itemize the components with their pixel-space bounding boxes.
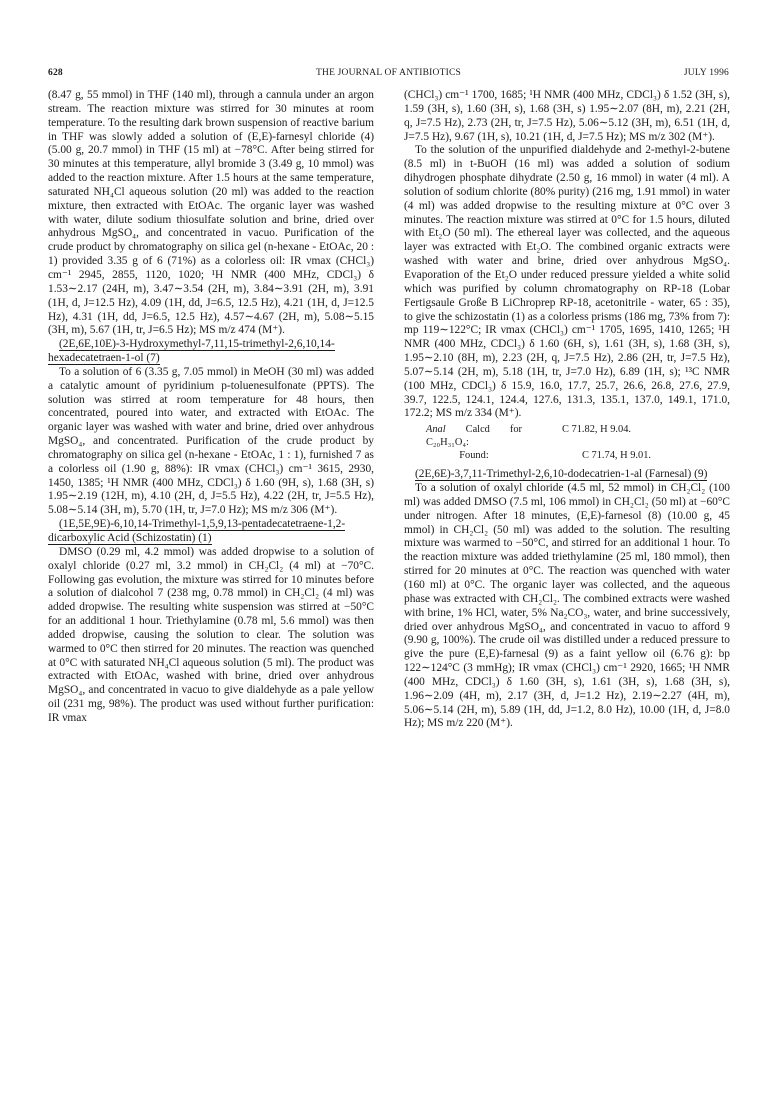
paragraph-farnesal: To a solution of oxalyl chloride (4.5 ml, 52 mmol) in CH₂Cl₂ (100 ml) was added DMSO (7.5 ml, 106 mmol) in CH₂Cl₂ (50 ml) at −60°C under nitrogen. After 18 minutes, (E,E)-farnesol (8) (10.00 g, 45 mmol) in CH₂Cl₂ (50 ml) was added to the solution. The resulting mixture was warmed to −50°C, and stirred for an additional 1 hour. To the reaction mixture was added triethylamine (25 ml, 180 mmol), then stirred for 20 minutes at 0°C. The reaction was quenched with water (160 ml) at 0°C. The organic layer was collected, and the aqueous phase was extracted with CH₂Cl₂. The combined extracts were washed with brine, 1% HCl, water, 5% Na₂CO₃, water, and brine successively, dried over anhydrous MgSO₄, and concentrated in vacuo to afford 9 (9.90 g, 100%). The crude oil was distilled under a reduced pressure to give the pure (E,E)-farnesal (9) as a faint yellow oil (6.76 g): bp 122∼124°C (3 mmHg); IR νmax (CHCl₃) cm⁻¹ 2920, 1665; ¹H NMR (400 MHz, CDCl₃) δ 1.60 (3H, s), 1.61 (3H, s), 1.68 (3H, s), 1.96∼2.09 (4H, m), 2.17 (3H, d, J=1.2 Hz), 2.19∼2.27 (4H, m), 5.06∼5.14 (2H, m), 5.89 (1H, dd, J=1.2, 8.0 Hz), 10.00 (1H, d, J=8.0 Hz); MS m/z 220 (M⁺).	[404, 482, 730, 730]
section-heading-text: (2E,6E,10E)-3-Hydroxymethyl-7,11,15-trimethyl-2,6,10,14-hexadecatetraen-1-ol (7)	[48, 338, 335, 365]
section-heading-farnesal	[404, 468, 730, 482]
analysis-calcd-values: C 71.82, H 9.04.	[562, 424, 631, 436]
paragraph-compound-7: To a solution of 6 (3.35 g, 7.05 mmol) in MeOH (30 ml) was added a catalytic amount of pyridinium p-toluenesulfonate (PPTS). The solution was stirred at room temperature for 48 hours, then concentrated, poured into water, and extracted with EtOAc. The organic layer was washed with water and brine, dried over anhydrous MgSO₄, and concentrated. Purification of the crude product by chromatography on silica gel (n-hexane - EtOAc, 1 : 1), furnished 7 as a colorless oil (1.90 g, 88%): IR νmax (CHCl₃) cm⁻¹ 3615, 2930, 1450, 1385; ¹H NMR (400 MHz, CDCl₃) δ 1.60 (9H, s), 1.68 (3H, s) 1.95∼2.19 (12H, m), 4.10 (2H, d, J=5.5 Hz), 4.22 (2H, tr, J=5.5 Hz), 5.08∼5.14 (3H, m), 5.70 (1H, tr, J=7.0 Hz); MS m/z 306 (M⁺).	[48, 365, 374, 517]
section-heading-text: (2E,6E)-3,7,11-Trimethyl-2,6,10-dodecatrien-1-al (Farnesal) (9)	[415, 468, 708, 481]
section-heading-compound-7	[48, 338, 374, 366]
section-heading-schizostatin	[48, 518, 374, 546]
page-number: 628	[48, 68, 63, 78]
analysis-found-values: C 71.74, H 9.01.	[582, 450, 651, 462]
analysis-found-row	[404, 449, 730, 462]
paragraph-dialdehyde-data: (CHCl₃) cm⁻¹ 1700, 1685; ¹H NMR (400 MHz, CDCl₃) δ 1.52 (3H, s), 1.59 (3H, s), 1.60 (3H, s), 1.68 (3H, s) 1.95∼2.07 (8H, m), 2.21 (2H, q, J=7.5 Hz), 2.73 (2H, tr, J=7.5 Hz), 5.06∼5.12 (3H, m), 6.51 (1H, d, J=7.5 Hz), 9.67 (1H, s), 10.21 (1H, d, J=7.5 Hz); MS m/z 302 (M⁺).	[404, 89, 730, 143]
left-column	[48, 89, 374, 726]
paragraph-barium-coupling: (8.47 g, 55 mmol) in THF (140 ml), through a cannula under an argon stream. The reaction mixture was stirred for 30 minutes at room temperature. To the resulting dark brown suspension of reactive barium in THF was slowly added a solution of (E,E)-farnesyl chloride (4) (5.00 g, 20.7 mmol) in THF (15 ml) at −78°C. After being stirred for 30 minutes at this temperature, allyl bromide 3 (3.49 g, 10 mmol) was added to the reaction mixture. After 1.5 hours at the same temperature, saturated NH₄Cl aqueous solution (20 ml) was added to the reaction mixture, then extracted with EtOAc. The organic layer was washed with water, dilute sodium thiosulfate solution and brine, dried over anhydrous MgSO₄, and concentrated in vacuo. Purification of the crude product by chromatography on silica gel (n-hexane - EtOAc, 20 : 1) provided 3.35 g of 6 (71%) as a colorless oil: IR νmax (CHCl₃) cm⁻¹ 2945, 2855, 1120, 1020; ¹H NMR (400 MHz, CDCl₃) δ 1.53∼2.17 (24H, m), 3.47∼3.54 (2H, m), 3.84∼3.91 (2H, m), 3.91 (1H, d, J=12.5 Hz), 4.09 (1H, dd, J=6.5, 12.5 Hz), 4.21 (1H, d, J=12.5 Hz), 4.31 (1H, dd, J=6.5, 12.5 Hz), 4.57∼4.67 (2H, m), 5.08∼5.15 (3H, m), 5.67 (1H, tr, J=6.5 Hz); MS m/z 474 (M⁺).	[48, 89, 374, 337]
analysis-found-label: Found:	[459, 450, 489, 462]
analysis-calcd-row	[404, 423, 730, 449]
paragraph-oxidation: To the solution of the unpurified dialdehyde and 2-methyl-2-butene (8.5 ml) in t-BuOH (16 ml) was added a solution of sodium dihydrogen phosphate dihydrate (2.50 g, 16 mmol) in water (4 ml). A solution of sodium chlorite (80% purity) (216 mg, 1.91 mmol) in water (4 ml) was added dropwise to the resulting mixture at 0°C over 3 minutes. The reaction mixture was stirred at 0°C for 1.5 hours, diluted with Et₂O (50 ml). The ethereal layer was collected, and the aqueous layer was extracted with Et₂O. The combined organic extracts were washed with water and brine, dried over anhydrous MgSO₄. Evaporation of the Et₂O under reduced pressure yielded a white solid which was purified by column chromatography on RP-18 (Lobar Fertigsaule Große B LiChroprep RP-18, acetonitrile - water, 65 : 35), to give the schizostatin (1) as a colorless prisms (186 mg, 73% from 7): mp 119∼122°C; IR νmax (CHCl₃) cm⁻¹ 1705, 1695, 1410, 1265; ¹H NMR (400 MHz, CDCl₃) δ 1.60 (6H, s), 1.61 (3H, s), 1.68 (3H, s), 1.95∼2.10 (8H, m), 2.23 (2H, q, J=7.5 Hz), 2.86 (2H, tr, J=7.5 Hz), 5.07∼5.14 (2H, m), 5.18 (1H, tr, J=7.0 Hz), 6.89 (1H, s); ¹³C NMR (100 MHz, CDCl₃) δ 15.9, 16.0, 17.7, 25.7, 26.6, 26.8, 27.6, 27.9, 39.7, 122.5, 124.1, 124.4, 127.6, 131.3, 135.1, 137.0, 149.1, 171.0, 172.2; MS m/z 334 (M⁺).	[404, 144, 730, 420]
section-heading-text: (1E,5E,9E)-6,10,14-Trimethyl-1,5,9,13-pentadecatetraene-1,2-dicarboxylic Acid (Schizostatin) (1)	[48, 518, 346, 544]
journal-title: THE JOURNAL OF ANTIBIOTICS	[316, 68, 461, 78]
right-column	[404, 89, 730, 731]
paragraph-schizostatin-swern: DMSO (0.29 ml, 4.2 mmol) was added dropwise to a solution of oxalyl chloride (0.27 ml, 3.2 mmol) in CH₂Cl₂ (4 ml) at −70°C. Following gas evolution, the mixture was stirred for 10 minutes before a solution of dialcohol 7 (238 mg, 0.78 mmol) in CH₂Cl₂ (4 ml) was added dropwise. The resulting white suspension was stirred at −50°C for an additional 1 hour. Triethylamine (0.78 ml, 5.6 mmol) was then added dropwise, causing the solution to clear. The solution was warmed to 0°C then stirred for 20 minutes. The reaction was quenched at 0°C with saturated NH₄Cl aqueous solution (5 ml). The product was extracted with EtOAc, washed with brine, dried over anhydrous MgSO₄, and concentrated in vacuo to give dialdehyde as a pale yellow oil (231 mg, 98%). The product was used without further purification: IR νmax	[48, 545, 374, 724]
analysis-label: Anal Calcd for C₂₀H₃₁O₄:	[426, 424, 522, 449]
elemental-analysis	[404, 423, 730, 462]
issue-date: JULY 1996	[683, 68, 729, 78]
page-header	[48, 68, 729, 82]
